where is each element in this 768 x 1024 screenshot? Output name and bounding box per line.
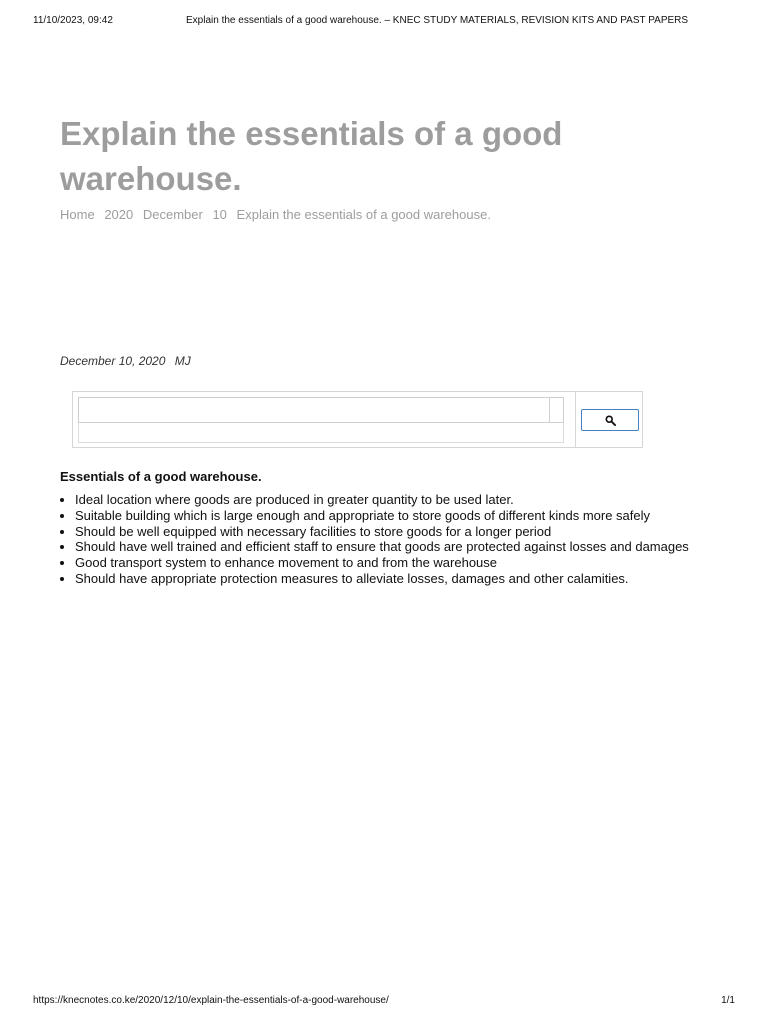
magnifier-icon [605,415,616,426]
breadcrumb-home-link[interactable]: Home [60,207,95,222]
list-item: • Good transport system to enhance movement to and from the warehouse [75,555,715,571]
search-input-cell [73,392,576,447]
search-input[interactable] [78,397,550,423]
list-item: • Should have appropriate protection measures to alleviate losses, damages and other calamities. [75,571,715,587]
post-meta [60,354,197,368]
print-document-title: Explain the essentials of a good warehouse. – KNEC STUDY MATERIALS, REVISION KITS AND PAST PAPERS [186,15,689,26]
page-title: Explain the essentials of a good warehouse. [60,115,563,197]
print-header [33,15,735,29]
search-button[interactable] [581,409,639,431]
print-footer [33,995,735,1009]
print-page-number: 1/1 [721,995,735,1006]
list-item: • Should be well equipped with necessary facilities to store goods for a longer period [75,524,715,540]
list-item: • Suitable building which is large enough and appropriate to store goods of different kinds more safely [75,508,715,524]
list-item: • Should have well trained and efficient staff to ensure that goods are protected against losses and damages [75,539,715,555]
breadcrumb-current: Explain the essentials of a good warehouse. [236,207,491,222]
section-heading: Essentials of a good warehouse. [60,469,262,484]
essentials-list [60,492,715,587]
post-author[interactable]: MJ [174,354,191,368]
breadcrumb [60,207,497,222]
search-suggestions-box [78,423,564,443]
search-input-clear-area [550,397,564,423]
breadcrumb-day-link[interactable]: 10 [212,207,227,222]
breadcrumb-year-link[interactable]: 2020 [104,207,134,222]
breadcrumb-month-link[interactable]: December [142,207,203,222]
search-widget [72,391,643,448]
post-date[interactable]: December 10, 2020 [60,354,166,368]
list-item: • Ideal location where goods are produced in greater quantity to be used later. [75,492,715,508]
print-url: https://knecnotes.co.ke/2020/12/10/explain-the-essentials-of-a-good-warehouse/ [33,995,389,1006]
print-timestamp: 11/10/2023, 09:42 [33,15,113,26]
